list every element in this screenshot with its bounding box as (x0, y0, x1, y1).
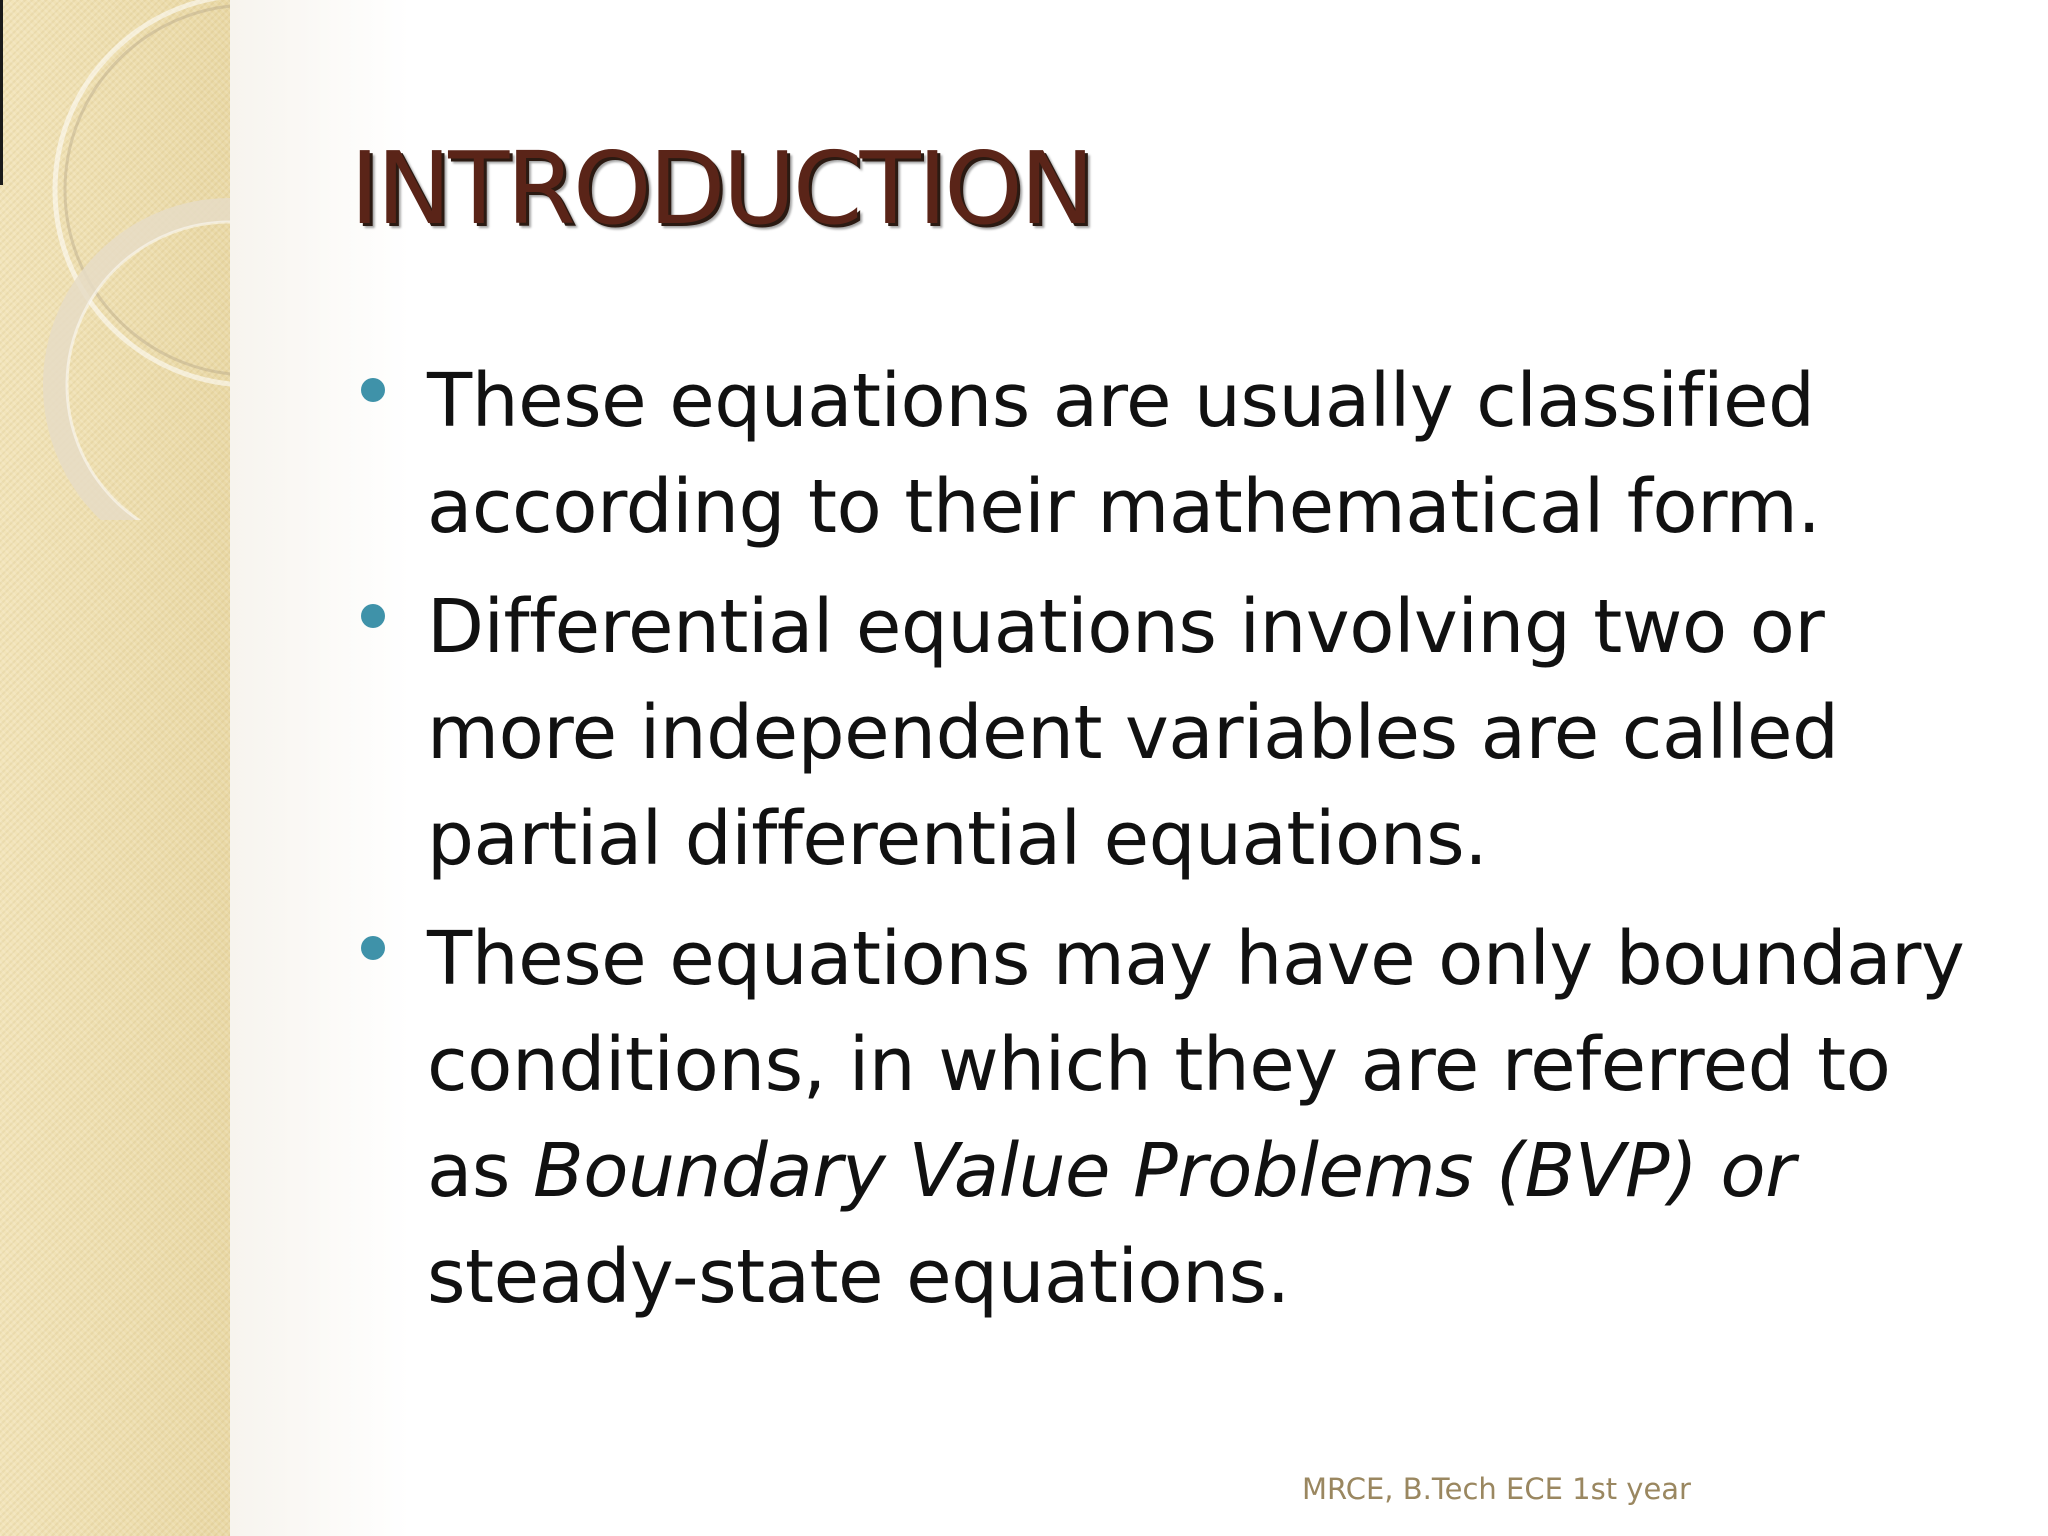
bullet-2-line-3: partial differential equations. (427, 796, 1488, 882)
bullet-dot-icon (361, 936, 385, 960)
bullet-item-3 (355, 906, 2005, 1330)
bullet-3-line-4: steady-state equations. (427, 1234, 1290, 1320)
decorative-rings-icon (0, 0, 230, 520)
slide-title: INTRODUCTION (350, 130, 1092, 247)
bullet-dot-icon (361, 378, 385, 402)
bvp-term: Boundary Value Problems (BVP) or (532, 1128, 1796, 1214)
bullet-3-line-1: These equations may have only boundary (427, 916, 1965, 1002)
bullet-3-line-3-prefix: as (427, 1128, 533, 1214)
bullet-1-line-2: according to their mathematical form. (427, 464, 1821, 550)
decorative-side-panel (0, 0, 230, 1536)
bullet-dot-icon (361, 604, 385, 628)
bullet-3-line-2: conditions, in which they are referred to (427, 1022, 1891, 1108)
bullet-list (355, 348, 2005, 1344)
slide-footer: MRCE, B.Tech ECE 1st year (1302, 1472, 1691, 1506)
bullet-2-line-1: Differential equations involving two or (427, 584, 1825, 670)
bullet-1-line-1: These equations are usually classified (427, 358, 1815, 444)
corner-line (0, 0, 3, 185)
bullet-3-line-3 (427, 1118, 2005, 1224)
bullet-item-2 (355, 574, 2005, 892)
bullet-2-line-2: more independent variables are called (427, 690, 1839, 776)
bullet-item-1 (355, 348, 2005, 560)
